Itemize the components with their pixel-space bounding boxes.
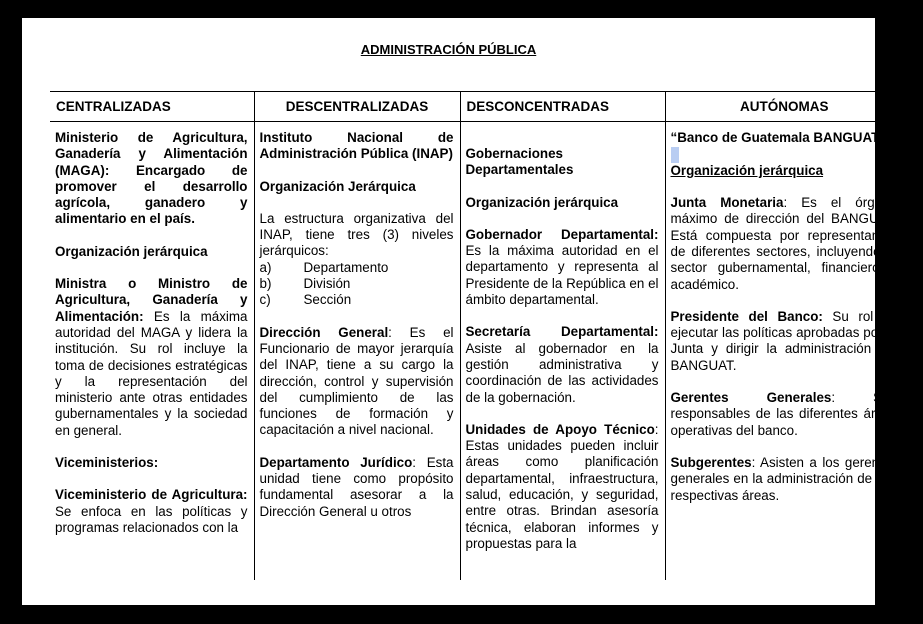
header-row: [50, 92, 903, 122]
col4-p2-bold: Presidente del Banco:: [670, 308, 823, 324]
col4-paragraph-1: [671, 195, 898, 293]
col1-paragraph-2: Viceministerios:: [55, 455, 159, 471]
col2-paragraph-2: [260, 325, 454, 439]
list-item: a) Departamento: [259, 259, 389, 275]
col2-intro: Instituto Nacional de Administración Pública (INAP): [259, 130, 454, 162]
header-descentralizadas: DESCENTRALIZADAS: [254, 92, 460, 122]
comparison-table: [50, 91, 903, 580]
col3-paragraph-1: [466, 227, 659, 308]
col4-org-heading: Organización jerárquica: [670, 162, 824, 178]
col4-p3-bold: Gerentes Generales: [670, 390, 832, 406]
col4-p1-bold: Junta Monetaria: [670, 195, 784, 211]
col3-p3-text: : Estas unidades pueden incluir áreas como planificación departamental, infraestructura, salud, educación, y seguridad, entre otras. Brindan asesoría técnica, elaboran informes y propuestas para la: [465, 421, 659, 551]
col3-org-heading: Organización jerárquica: [465, 194, 619, 210]
col3-paragraph-2: [466, 324, 659, 405]
header-centralizadas: CENTRALIZADAS: [50, 92, 254, 122]
col4-p2-text: Su rol es ejecutar las políticas aprobadas por la Junta y dirigir la administración del BANGUAT.: [670, 308, 897, 373]
col4-paragraph-3: [671, 390, 898, 439]
cell-centralizadas: [50, 122, 254, 581]
col4-p1-text: : Es el órgano máximo de dirección del BANGUAT. Está compuesta por representantes de diferentes sectores, incluyendo el sector gubernamental, financiero y académico.: [670, 195, 897, 292]
col1-p3-text: Se enfoca en las políticas y programas relacionados con la: [55, 503, 248, 535]
col1-intro: Ministerio de Agricultura, Ganadería y Alimentación (MAGA): Encargado de promover el desarrollo agrícola, ganadero y alimentario en el país.: [55, 130, 248, 227]
header-autonomas: AUTÓNOMAS: [665, 92, 903, 122]
text-cursor: [671, 146, 898, 162]
col3-intro: Gobernaciones Departamentales: [465, 146, 574, 178]
col3-p1-text: Es la máxima autoridad en el departamento y representa al Presidente de la República en el ámbito departamental.: [465, 243, 659, 308]
col3-p2-bold: Secretaría Departamental:: [465, 324, 659, 340]
col4-paragraph-4: [671, 455, 898, 504]
col1-org-heading: Organización jerárquica: [55, 243, 208, 259]
col1-paragraph-3: [55, 487, 248, 536]
col1-paragraph-1: [55, 276, 248, 439]
col2-levels-list: [260, 260, 454, 309]
cell-desconcentradas: [460, 122, 665, 581]
col2-p3-text: : Esta unidad tiene como propósito fundamental asesorar a la Dirección General u otros: [259, 454, 454, 519]
col2-p2-bold: Dirección General: [259, 324, 389, 340]
body-row: [50, 122, 903, 581]
col1-p1-text: Es la máxima autoridad del MAGA y lidera la institución. Su rol incluye la toma de decisiones estratégicas y la representación del ministerio ante otras entidades gubernamentales y la sociedad en general.: [55, 308, 248, 438]
col3-p3-bold: Unidades de Apoyo Técnico: [465, 421, 655, 437]
col4-p4-text: : Asisten a los gerentes generales en la administración de sus respectivas áreas.: [670, 454, 897, 503]
cell-autonomas: [665, 122, 903, 581]
col4-p4-bold: Subgerentes: [670, 454, 752, 470]
col4-paragraph-2: [671, 309, 898, 374]
col3-p2-text: Asiste al gobernador en la gestión administrativa y coordinación de las actividades de la gobernación.: [465, 340, 659, 405]
list-item: b) División: [259, 276, 351, 292]
list-item: c) Sección: [259, 292, 352, 308]
col2-paragraph-1: La estructura organizativa del INAP, tiene tres (3) niveles jerárquicos:: [259, 210, 454, 259]
header-desconcentradas: DESCONCENTRADAS: [460, 92, 665, 122]
col1-p3-bold: Viceministerio de Agricultura:: [55, 487, 248, 503]
col2-paragraph-3: [260, 455, 454, 520]
col3-p1-bold: Gobernador Departamental:: [465, 226, 659, 242]
cell-descentralizadas: [254, 122, 460, 581]
document-page: [22, 18, 897, 605]
col2-p2-text: : Es el Funcionario de mayor jerarquía del INAP, tiene a su cargo la dirección, control y supervisión del cumplimiento de las funciones de formación y capacitación a nivel nacional.: [259, 324, 454, 438]
col4-intro: “Banco de Guatemala BANGUAT: [670, 130, 880, 145]
col2-p3-bold: Departamento Jurídico: [259, 454, 413, 470]
page-title: ADMINISTRACIÓN PÚBLICA: [360, 42, 537, 57]
col2-org-heading: Organización Jerárquica: [259, 178, 416, 194]
col4-p3-text: : Son responsables de las diferentes áreas operativas del banco.: [670, 390, 897, 438]
col1-p1-bold: Ministra o Ministro de Agricultura, Ganadería y Alimentación:: [55, 276, 248, 324]
col3-paragraph-3: [466, 422, 659, 552]
